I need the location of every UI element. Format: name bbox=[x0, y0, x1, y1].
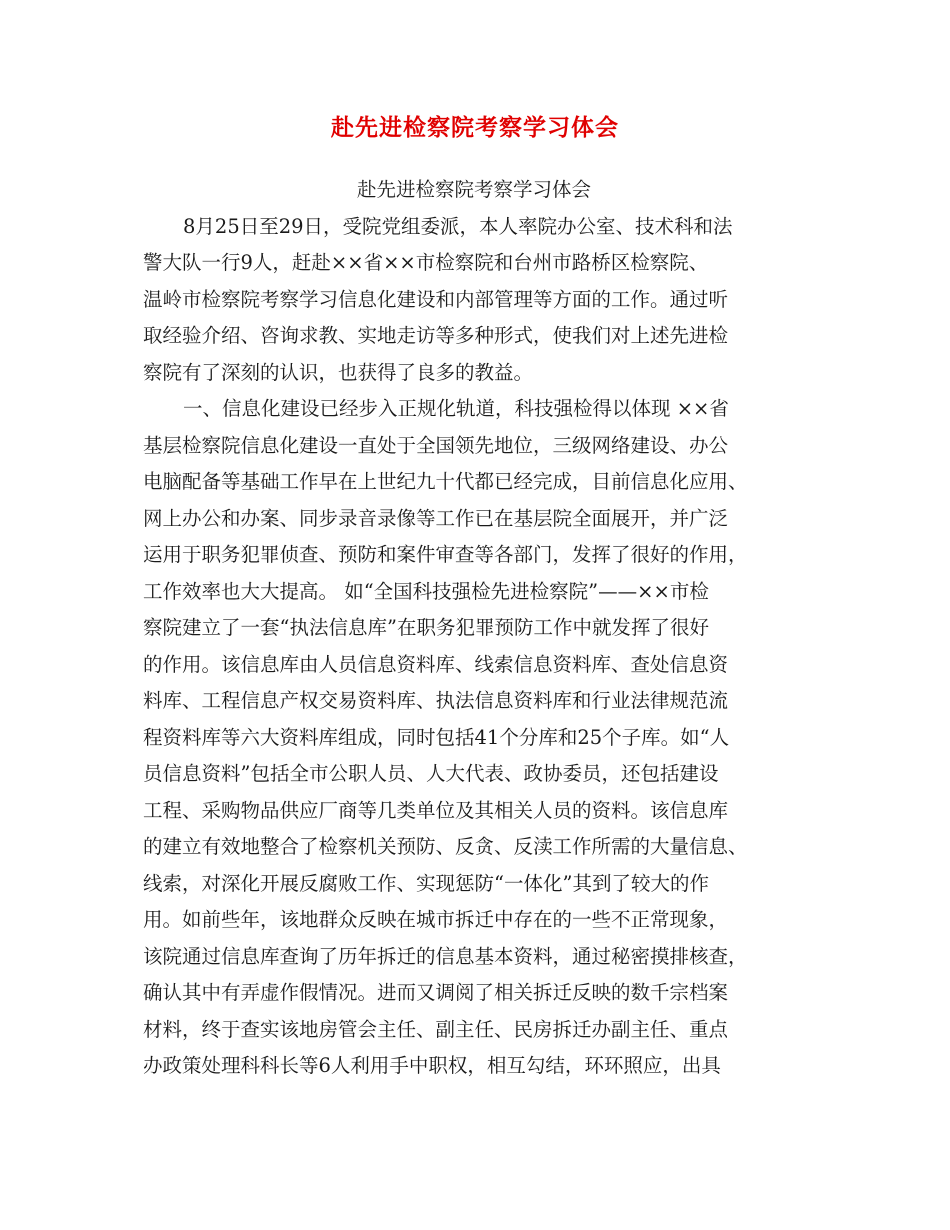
document-title: 赴先进检察院考察学习体会 bbox=[331, 114, 619, 141]
paragraph-line: 察院有了深刻的认识，也获得了良多的教益。 bbox=[143, 360, 534, 384]
paragraph-line: 取经验介绍、咨询求教、实地走访等多种形式，使我们对上述先进检 bbox=[143, 324, 729, 347]
paragraph-line: 确认其中有弄虚作假情况。进而又调阅了相关拆迁反映的数千宗档案 bbox=[143, 981, 729, 1004]
paragraph-line: 电脑配备等基础工作早在上世纪九十代都已经完成，目前信息化应用、 bbox=[143, 470, 748, 493]
paragraph-line: 的作用。该信息库由人员信息资料库、线索信息资料库、查处信息资 bbox=[143, 652, 729, 676]
paragraph-line: 程资料库等六大资料库组成，同时包括41个分库和25个子库。如“人 bbox=[143, 725, 730, 749]
paragraph-line: 工程、采购物品供应厂商等几类单位及其相关人员的资料。该信息库 bbox=[143, 798, 729, 822]
paragraph-line: 该院通过信息库查询了历年拆迁的信息基本资料，通过秘密摸排核查， bbox=[143, 944, 748, 968]
paragraph-line: 一、信息化建设已经步入正规化轨道，科技强检得以体现 ××省 bbox=[183, 397, 729, 420]
paragraph-line: 用。如前些年，该地群众反映在城市拆迁中存在的一些不正常现象， bbox=[143, 908, 729, 931]
paragraph-line: 运用于职务犯罪侦查、预防和案件审查等各部门，发挥了很好的作用， bbox=[143, 543, 748, 566]
paragraph-line: 线索，对深化开展反腐败工作、实现惩防“一体化”其到了较大的作 bbox=[143, 871, 709, 895]
paragraph-line: 员信息资料”包括全市公职人员、人大代表、政协委员，还包括建设 bbox=[143, 762, 719, 785]
paragraph-line: 温岭市检察院考察学习信息化建设和内部管理等方面的工作。通过听 bbox=[143, 287, 729, 311]
document-subtitle: 赴先进检察院考察学习体会 bbox=[356, 178, 591, 201]
document-body bbox=[143, 172, 805, 1085]
paragraph-line: 察院建立了一套“执法信息库”在职务犯罪预防工作中就发挥了很好 bbox=[143, 616, 709, 639]
paragraph-line: 基层检察院信息化建设一直处于全国领先地位，三级网络建设、办公 bbox=[143, 433, 729, 457]
paragraph-line: 料库、工程信息产权交易资料库、执法信息资料库和行业法律规范流 bbox=[143, 689, 729, 712]
paragraph-line: 的建立有效地整合了检察机关预防、反贪、反渎工作所需的大量信息、 bbox=[143, 835, 748, 858]
paragraph-line: 警大队一行9人，赶赴××省××市检察院和台州市路桥区检察院、 bbox=[143, 251, 709, 274]
paragraph-line: 办政策处理科科长等6人利用手中职权，相互勾结，环环照应，出具 bbox=[143, 1054, 721, 1077]
paragraph-line: 8月25日至29日，受院党组委派，本人率院办公室、技术科和法 bbox=[183, 214, 733, 238]
paragraph-line: 工作效率也大大提高。 如“全国科技强检先进检察院”——××市检 bbox=[143, 579, 709, 603]
paragraph-line: 网上办公和办案、同步录音录像等工作已在基层院全面展开，并广泛 bbox=[143, 506, 729, 530]
paragraph-line: 材料，终于查实该地房管会主任、副主任、民房拆迁办副主任、重点 bbox=[143, 1017, 729, 1041]
